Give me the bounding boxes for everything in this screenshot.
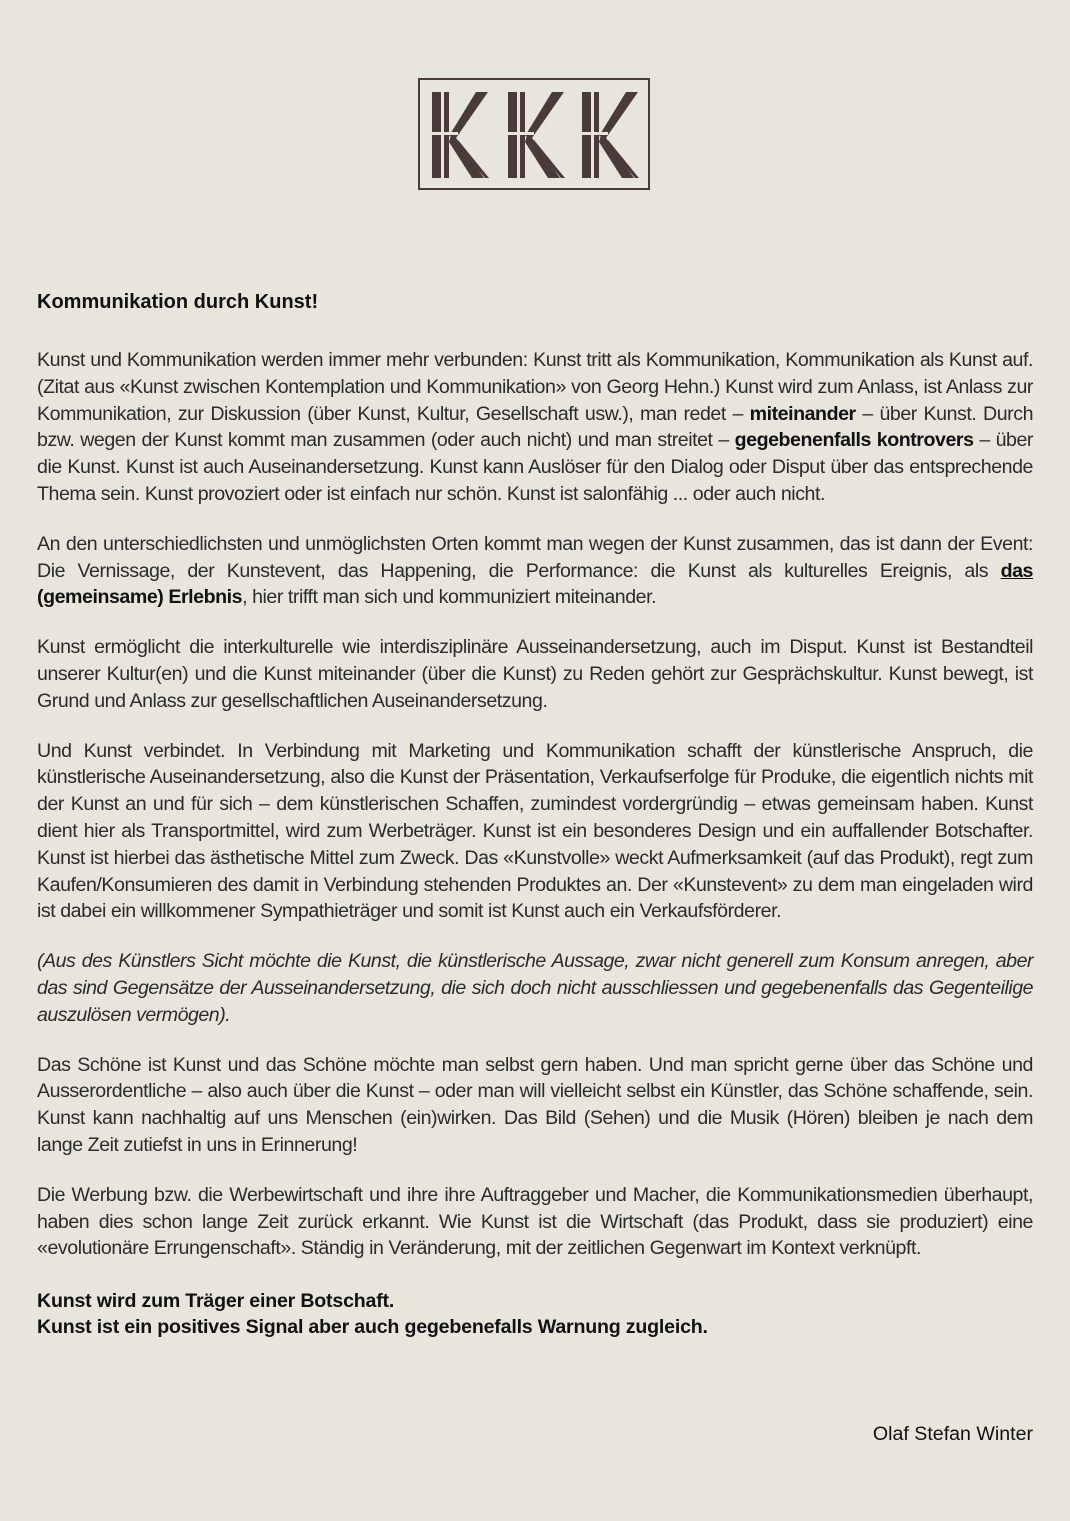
article-title: Kommunikation durch Kunst! <box>37 291 319 313</box>
paragraph-1-bold-miteinander: miteinander <box>749 402 856 425</box>
author-signature: Olaf Stefan Winter <box>872 1423 1033 1445</box>
paragraph-1-bold-kontrovers: gegebenenfalls kontrovers <box>734 429 974 452</box>
paragraph-6: Das Schöne ist Kunst und das Schöne möchte man selbst gern haben. Und man spricht gerne über das Schöne und Ausserordentliche – also auch über die Kunst – oder man will vielleicht selbst ein Künstler, das Schöne schaffende, sein. Kunst kann nachhaltig auf uns Menschen (ein)wirken. Das Bild (Sehen) und die Musik (Hören) bleiben je nach dem lange Zeit zutiefst in uns in Erinnerung! <box>37 1053 1033 1156</box>
paragraph-2-text-c: , hier trifft man sich und kommuniziert miteinander. <box>242 586 657 609</box>
paragraph-7: Die Werbung bzw. die Werbewirtschaft und ihre ihre Auftraggeber und Macher, die Kommunikationsmedien überhaupt, haben dies schon lange Zeit zurück erkannt. Wie Kunst ist die Wirtschaft (das Produkt, dass sie produziert) eine «evolutionäre Errungenschaft». Ständig in Veränderung, mit der zeitlichen Gegenwart im Kontext verknüpft. <box>37 1183 1033 1260</box>
paragraph-2-text-a: An den unterschiedlichsten und unmöglichsten Orten kommt man wegen der Kunst zusammen, das ist dann der Event: Die Vernissage, der Kunstevent, das Happening, die Performance: die Kunst als kulturelles Ereignis, als <box>37 532 1033 582</box>
paragraph-5-italic: (Aus des Künstlers Sicht möchte die Kunst, die künstlerische Aussage, zwar nicht generell zum Konsum anregen, aber das sind Gegensätze der Ausseinandersetzung, die sich doch nicht ausschliessen und gegebenenfalls das Gegenteilige auszulösen vermögen). <box>37 950 1033 1026</box>
paragraph-1-text-c: – über Kunst. Durch bzw. wegen der Kunst kommt man zusammen (oder auch nicht) und man streitet – <box>37 402 1034 452</box>
closing-line-2: Kunst ist ein positives Signal aber auch gegebenefalls Warnung zugleich. <box>37 1316 708 1339</box>
closing-statement <box>37 1288 1033 1340</box>
article <box>37 287 1033 1340</box>
kkk-logo-mark <box>420 80 648 188</box>
paragraph-1 <box>37 347 1033 508</box>
paragraph-4: Und Kunst verbindet. In Verbindung mit Marketing und Kommunikation schafft der künstlerische Anspruch, die künstlerische Auseinandersetzung, also die Kunst der Präsentation, Verkaufserfolge für Produke, die eigentlich nichts mit der Kunst an und für sich – dem künstlerischen Schaffen, zumindest vordergründig – etwas gemeinsam haben. Kunst dient hier als Transportmittel, wird zum Werbeträger. Kunst ist ein besonderes Design und ein auffallender Botschafter. Kunst ist hierbei das ästhetische Mittel zum Zweck. Das «Kunstvolle» weckt Aufmerksamkeit (auf das Produkt), regt zum Kaufen/Konsumieren des damit in Verbindung stehenden Produktes an. Der «Kunstevent» zu dem man eingeladen wird ist dabei ein willkommener Sympathieträger und somit ist Kunst auch ein Verkaufsförderer. <box>37 739 1033 923</box>
paragraph-2 <box>37 531 1033 611</box>
paragraph-1-text-a: Kunst und Kommunikation werden immer mehr verbunden: Kunst tritt als Kommunikation, Kommunikation als Kunst auf. (Zitat aus «Kunst zwischen Kontemplation und Kommunikation» von Georg Hehn.) Kunst wird zum Anlass, ist Anlass zur Kommunikation, zur Diskussion (über Kunst, Kultur, Gesellschaft usw.), man redet – <box>37 349 1033 425</box>
closing-line-1: Kunst wird zum Träger einer Botschaft. <box>37 1290 395 1313</box>
paragraph-3: Kunst ermöglicht die interkulturelle wie interdisziplinäre Ausseinandersetzung, auch im Disput. Kunst ist Bestandteil unserer Kultur(en) und die Kunst miteinander (über die Kunst) zu Reden gehört zur Gesprächskultur. Kunst bewegt, ist Grund und Anlass zur gesellschaftlichen Auseinandersetzung. <box>37 636 1033 712</box>
paragraph-2-bold-erlebnis: (gemeinsame) Erlebnis <box>37 586 243 609</box>
paragraph-2-bold-das: das <box>1000 559 1033 582</box>
paragraph-1-text-d: – über die Kunst. Kunst ist auch Auseinandersetzung. Kunst kann Auslöser für den Dialog oder Disput über das entsprechende Thema sein. Kunst provoziert oder ist einfach nur schön. Kunst ist salonfähig ... oder auch nicht. <box>37 429 1033 505</box>
logo <box>418 78 650 190</box>
